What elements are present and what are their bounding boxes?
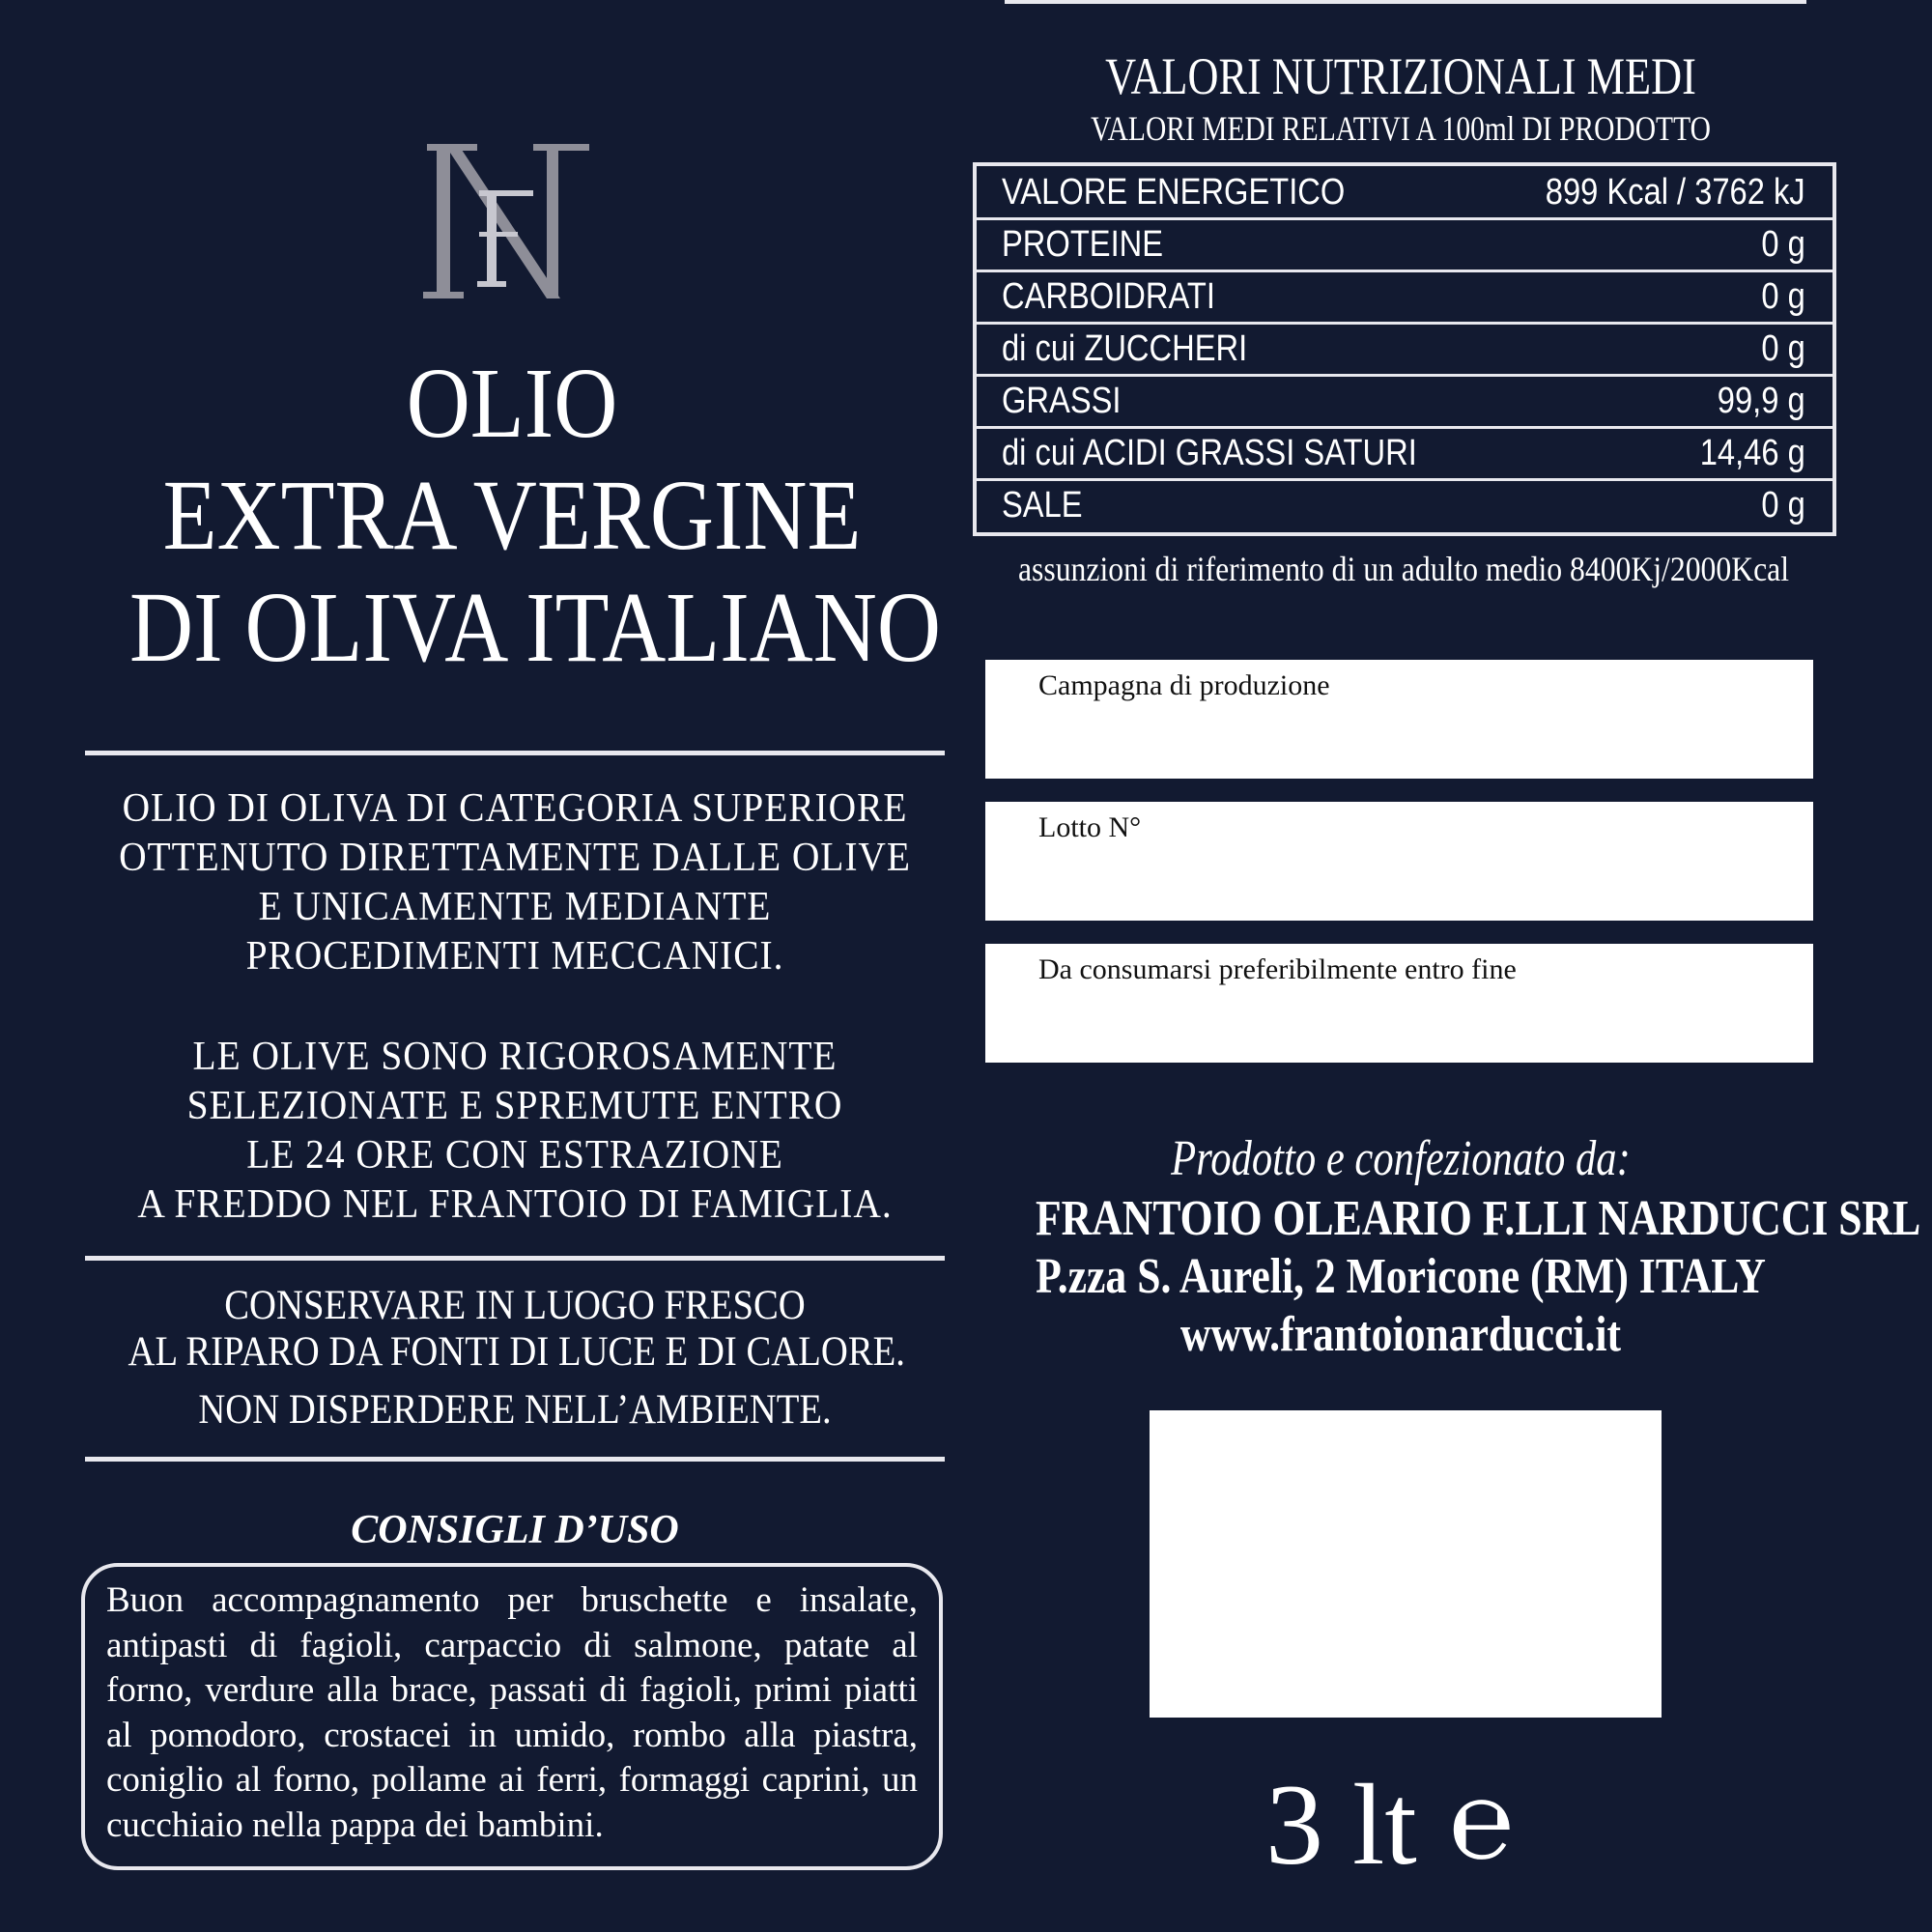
campaign-label: Campagna di produzione xyxy=(1038,669,1330,701)
divider xyxy=(85,1457,945,1462)
description-line: LE 24 ORE CON ESTRAZIONE xyxy=(246,1133,783,1178)
description-line: OLIO DI OLIVA DI CATEGORIA SUPERIORE xyxy=(122,786,908,831)
volume-label: 3 lt xyxy=(1265,1760,1417,1889)
description-line: OTTENUTO DIRETTAMENTE DALLE OLIVE xyxy=(119,836,911,880)
reference-intake-text: assunzioni di riferimento di un adulto medio 8400Kj/2000Kcal xyxy=(1018,550,1790,588)
producer-website-text: www.frantoionarducci.it xyxy=(1179,1307,1622,1362)
usage-box xyxy=(81,1563,943,1870)
title-line-1: OLIO xyxy=(406,348,618,459)
usage-text: Buon accompagnamento per bruschette e insalate, antipasti di fagioli, carpaccio di salmone, patate al forno, verdure alla brace, passati di fagioli, primi piatti al pomodoro, crostacei in umido, rombo alla piastra, coniglio al forno, pollame ai ferri, formaggi caprini, un cucchiaio nella pappa dei bambini. xyxy=(106,1580,918,1845)
lot-field xyxy=(985,802,1813,921)
barcode-area xyxy=(1150,1410,1662,1718)
nutrition-value: 0 g xyxy=(1761,276,1805,317)
producer-intro-text: Prodotto e confezionato da: xyxy=(1171,1131,1631,1186)
description-line: A FREDDO NEL FRANTOIO DI FAMIGLIA. xyxy=(137,1182,893,1227)
nutrition-label: GRASSI xyxy=(1002,381,1122,421)
nutrition-row xyxy=(977,166,1833,220)
nutrition-label: VALORE ENERGETICO xyxy=(1002,172,1346,213)
nutrition-row xyxy=(977,427,1833,481)
divider xyxy=(85,1256,945,1261)
nutrition-value: 0 g xyxy=(1761,328,1805,369)
title-line-2: EXTRA VERGINE xyxy=(162,460,862,571)
nutrition-row xyxy=(977,479,1833,530)
producer-name xyxy=(966,1190,1921,1247)
description-line: PROCEDIMENTI MECCANICI. xyxy=(245,934,784,979)
nutrition-row xyxy=(977,270,1833,325)
storage-instructions xyxy=(85,1283,945,1434)
best-before-label: Da consumarsi preferibilmente entro fine xyxy=(1038,953,1517,985)
nf-monogram-icon xyxy=(415,140,609,304)
producer-website xyxy=(966,1306,1835,1363)
nutrition-subtitle xyxy=(966,108,1835,149)
producer-intro xyxy=(966,1130,1835,1187)
nutrition-value: 99,9 g xyxy=(1718,381,1805,421)
nutrition-value: 0 g xyxy=(1761,224,1805,265)
reference-intake-note xyxy=(966,549,1835,589)
producer-name-text: FRANTOIO OLEARIO F.LLI NARDUCCI SRL xyxy=(1036,1191,1921,1246)
nutrition-label: CARBOIDRATI xyxy=(1002,276,1215,317)
nutrition-title-text: VALORI NUTRIZIONALI MEDI xyxy=(1105,47,1696,105)
campaign-field xyxy=(985,660,1813,779)
producer-address xyxy=(966,1248,1835,1305)
nutrition-table xyxy=(973,162,1836,536)
nutrition-label: SALE xyxy=(1002,485,1083,526)
description-paragraph-2 xyxy=(85,1033,945,1230)
lot-label: Lotto N° xyxy=(1038,811,1142,843)
nutrition-value: 899 Kcal / 3762 kJ xyxy=(1546,172,1805,213)
nutrition-label: di cui ACIDI GRASSI SATURI xyxy=(1002,433,1417,473)
nutrition-value: 14,46 g xyxy=(1699,433,1805,473)
estimated-sign-icon: ℮ xyxy=(1449,1762,1515,1882)
storage-line-2: AL RIPARO DA FONTI DI LUCE E DI CALORE. xyxy=(128,1329,905,1375)
description-line: SELEZIONATE E SPREMUTE ENTRO xyxy=(186,1084,843,1128)
producer-address-text: P.zza S. Aureli, 2 Moricone (RM) ITALY xyxy=(1036,1249,1766,1304)
nutrition-label: PROTEINE xyxy=(1002,224,1164,265)
brand-logo-monogram xyxy=(415,140,609,304)
nutrition-row xyxy=(977,375,1833,429)
best-before-field xyxy=(985,944,1813,1063)
storage-line-3: NON DISPERDERE NELL’AMBIENTE. xyxy=(198,1387,832,1433)
title-line-3: DI OLIVA ITALIANO xyxy=(129,572,941,683)
nutrition-row xyxy=(977,323,1833,377)
description-line: LE OLIVE SONO RIGOROSAMENTE xyxy=(192,1035,838,1079)
description-line: E UNICAMENTE MEDIANTE xyxy=(258,885,772,929)
nutrition-row xyxy=(977,218,1833,272)
usage-title: CONSIGLI D’USO xyxy=(351,1508,679,1552)
description-paragraph-1 xyxy=(85,784,945,981)
storage-line-1: CONSERVARE IN LUOGO FRESCO xyxy=(224,1283,806,1328)
nutrition-title xyxy=(966,46,1835,106)
nutrition-value: 0 g xyxy=(1761,485,1805,526)
product-title xyxy=(77,348,947,684)
divider xyxy=(85,751,945,755)
top-divider xyxy=(1005,0,1806,4)
nutrition-label: di cui ZUCCHERI xyxy=(1002,328,1248,369)
nutrition-subtitle-text: VALORI MEDI RELATIVI A 100ml DI PRODOTTO xyxy=(1091,109,1711,148)
